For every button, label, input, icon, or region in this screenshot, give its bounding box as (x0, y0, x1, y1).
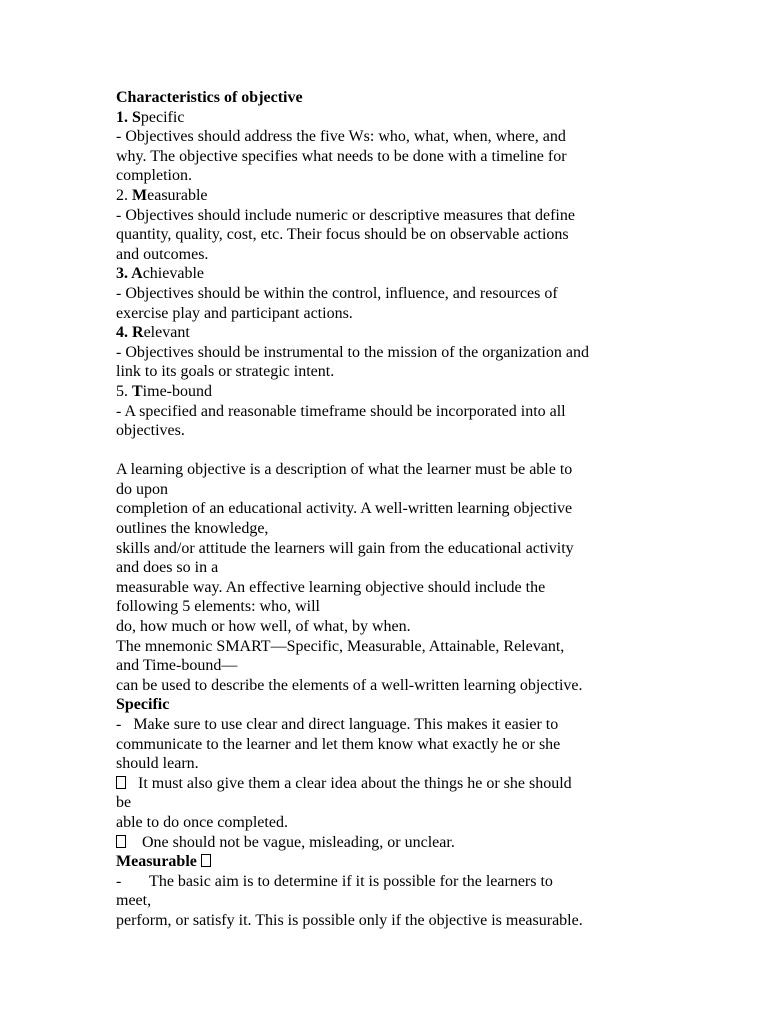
missing-glyph-icon (116, 835, 126, 848)
paragraph-line: and Time-bound— (116, 657, 238, 675)
item-measurable-desc: and outcomes. (116, 245, 209, 263)
paragraph-line: do, how much or how well, of what, by when. (116, 618, 411, 636)
paragraph-line: completion of an educational activity. A well-written learning objective (116, 500, 573, 518)
specific-line: - Make sure to use clear and direct language. This makes it easier to (116, 716, 559, 733)
item-achievable-desc: - Objectives should be within the control, influence, and resources of (116, 284, 558, 302)
missing-glyph-icon (116, 776, 126, 789)
specific-bullet-line: One should not be vague, misleading, or unclear. (116, 833, 716, 853)
item-specific-desc: completion. (116, 167, 192, 185)
item-timebound-heading: 5. Time-bound (116, 382, 212, 400)
paragraph-line: and does so in a (116, 559, 219, 577)
paragraph-line: skills and/or attitude the learners will gain from the educational activity (116, 539, 574, 557)
paragraph-line: following 5 elements: who, will (116, 598, 320, 616)
section-heading-measurable: Measurable (116, 852, 716, 872)
item-measurable-desc: - Objectives should include numeric or descriptive measures that define (116, 206, 575, 224)
item-relevant-desc: - Objectives should be instrumental to the mission of the organization and (116, 343, 589, 361)
measurable-line: perform, or satisfy it. This is possible only if the objective is measurable. (116, 911, 583, 929)
specific-line: should learn. (116, 755, 199, 773)
item-relevant-heading: 4. Relevant (116, 324, 190, 342)
specific-bullet-line: It must also give them a clear idea about the things he or she should (116, 774, 716, 794)
paragraph-line: outlines the knowledge, (116, 520, 269, 538)
item-relevant-desc: link to its goals or strategic intent. (116, 363, 335, 381)
paragraph-line: The mnemonic SMART—Specific, Measurable, Attainable, Relevant, (116, 637, 565, 655)
paragraph-line: A learning objective is a description of what the learner must be able to (116, 461, 573, 479)
document-page (116, 88, 716, 931)
item-timebound-desc: - A specified and reasonable timeframe should be incorporated into all (116, 402, 566, 420)
item-measurable-heading: 2. Measurable (116, 186, 208, 204)
measurable-line: meet, (116, 892, 152, 910)
doc-title: Characteristics of objective (116, 89, 303, 106)
item-specific-desc: why. The objective specifies what needs to be done with a timeline for (116, 147, 567, 165)
paragraph-line: can be used to describe the elements of a well-written learning objective. (116, 676, 583, 694)
measurable-line: - The basic aim is to determine if it is possible for the learners to (116, 872, 553, 890)
paragraph-spacer (116, 441, 716, 461)
item-specific-desc: - Objectives should address the five Ws: who, what, when, where, and (116, 128, 566, 146)
section-heading-specific: Specific (116, 696, 170, 714)
paragraph-line: do upon (116, 480, 168, 498)
item-specific-heading: 1. Specific (116, 108, 185, 126)
item-achievable-desc: exercise play and participant actions. (116, 304, 353, 322)
specific-line: communicate to the learner and let them know what exactly he or she (116, 735, 561, 753)
missing-glyph-icon (201, 854, 211, 867)
specific-line: be (116, 794, 132, 812)
item-measurable-desc: quantity, quality, cost, etc. Their focus should be on observable actions (116, 226, 569, 244)
item-timebound-desc: objectives. (116, 422, 185, 440)
paragraph-line: measurable way. An effective learning objective should include the (116, 578, 546, 596)
item-achievable-heading: 3. Achievable (116, 265, 204, 283)
specific-line: able to do once completed. (116, 813, 288, 831)
